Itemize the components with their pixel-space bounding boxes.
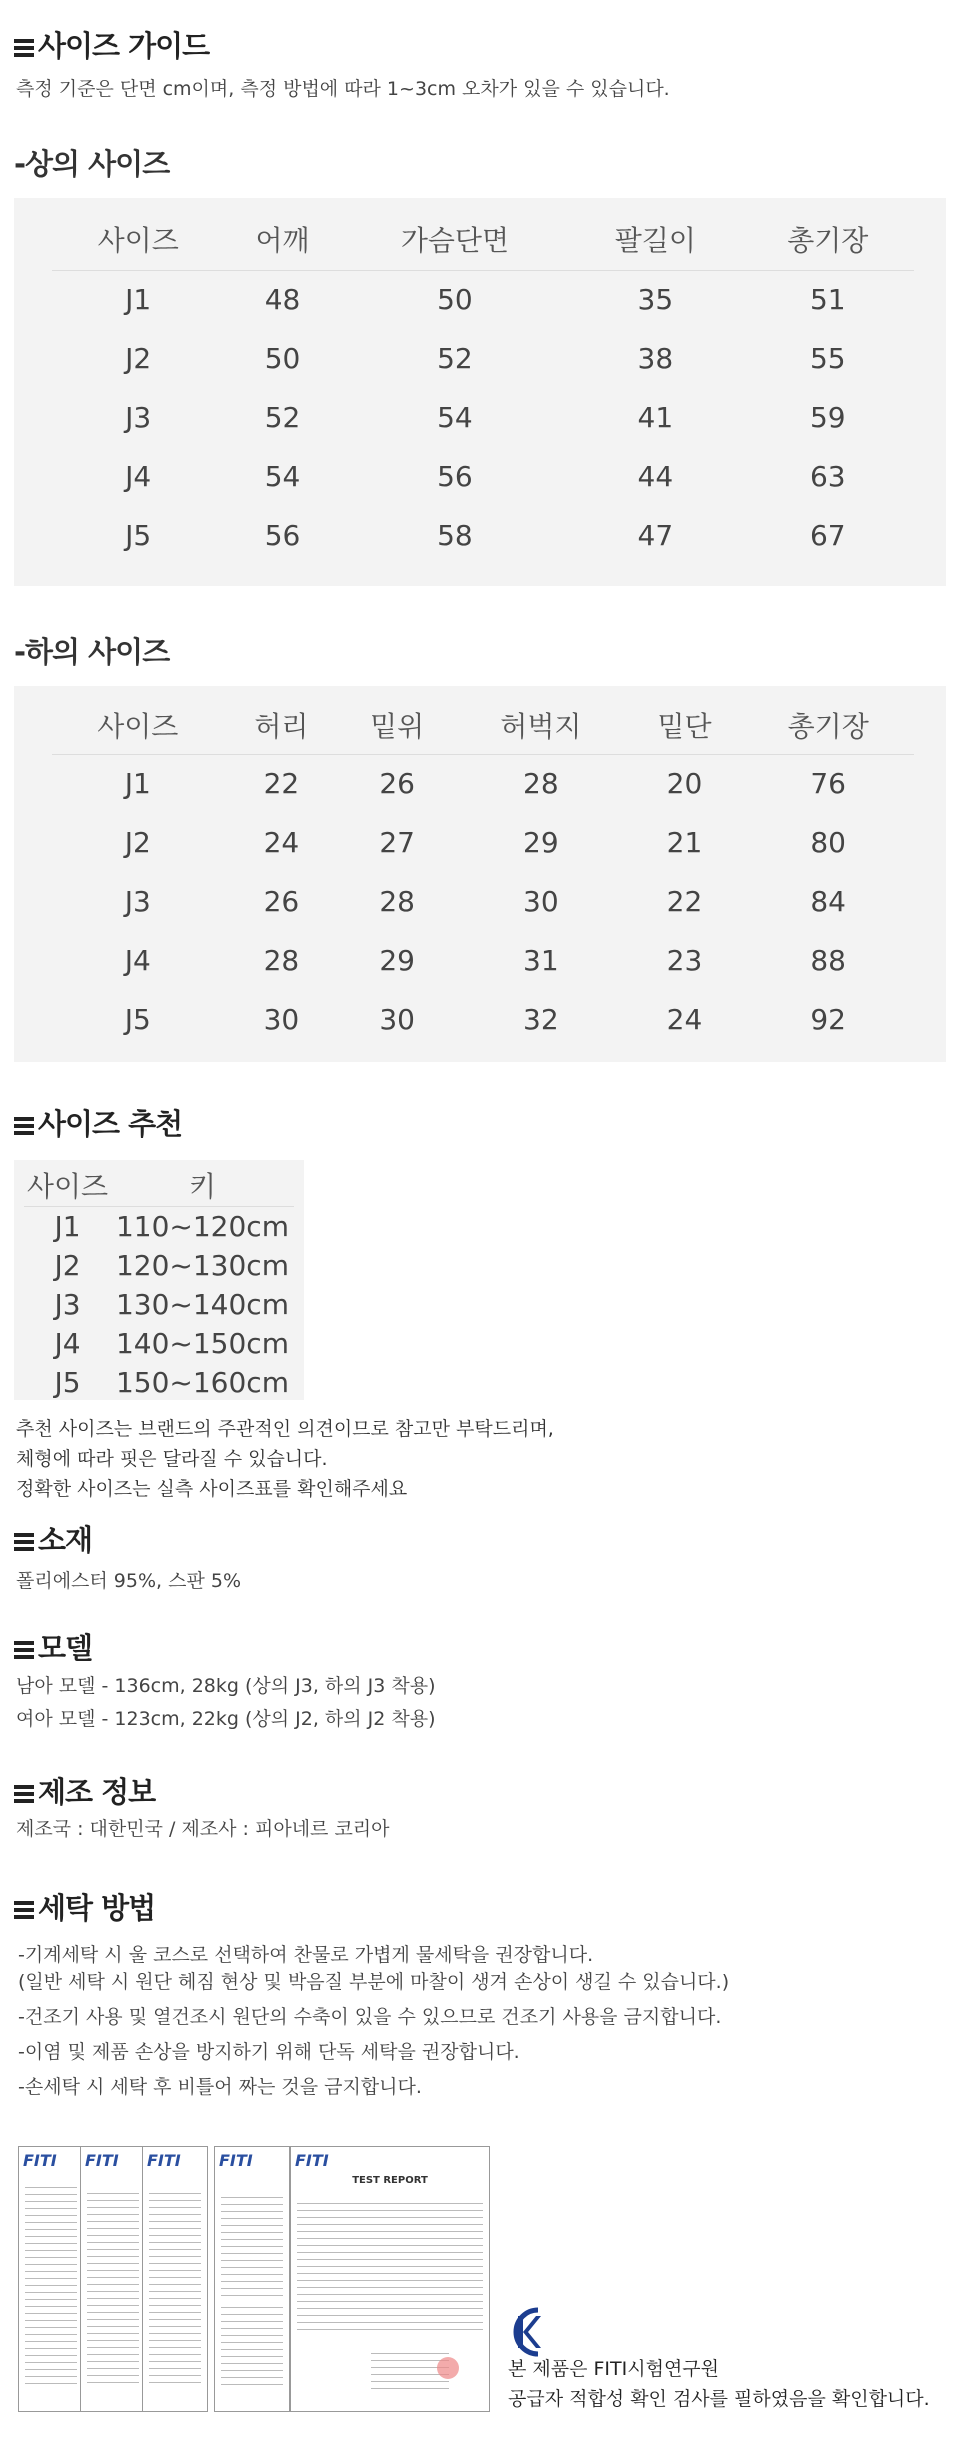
top-size-title: -상의 사이즈 — [14, 147, 170, 181]
recommend-notes — [16, 1414, 554, 1504]
washing-line: -건조기 사용 및 열건조시 원단의 수축이 있을 수 있으므로 건조기 사용을 금지합니다. — [18, 2006, 722, 2028]
material-title: 소재 — [14, 1518, 92, 1559]
report-page-main: FITI TEST REPORT — [290, 2146, 490, 2412]
table-cell: 26 — [263, 885, 300, 918]
table-cell: J3 — [54, 1287, 81, 1321]
table-header: 밑단 — [627, 696, 743, 754]
table-cell: 120~130cm — [115, 1248, 289, 1282]
manufacture-title: 제조 정보 — [14, 1770, 155, 1811]
table-cell: 22 — [263, 767, 300, 801]
table-cell: J3 — [124, 885, 151, 918]
table-cell: J1 — [124, 767, 151, 801]
table-cell: 44 — [637, 460, 674, 493]
table-cell: J4 — [124, 944, 151, 977]
menu-icon — [14, 1641, 34, 1659]
stamp-icon — [437, 2357, 459, 2379]
table-cell: 84 — [810, 885, 846, 918]
report-title: TEST REPORT — [352, 2175, 428, 2186]
table-header: 키 — [111, 1164, 294, 1207]
table-cell: 23 — [666, 944, 703, 977]
table-cell: 32 — [523, 1003, 559, 1036]
washing-line: -기계세탁 시 울 코스로 선택하여 찬물로 가볍게 물세탁을 권장합니다. — [18, 1944, 594, 1966]
table-cell: 30 — [379, 1003, 415, 1036]
table-row — [52, 447, 914, 506]
table-cell: J1 — [125, 283, 152, 317]
certificate-image — [18, 2146, 490, 2412]
table-cell: 22 — [666, 885, 703, 918]
table-cell: J4 — [54, 1326, 81, 1360]
table-row — [52, 813, 914, 872]
table-row — [52, 931, 914, 990]
table-cell: 140~150cm — [115, 1326, 289, 1360]
table-cell: 56 — [437, 460, 473, 493]
menu-icon — [14, 1117, 34, 1135]
recommend-table — [24, 1164, 294, 1402]
table-row — [24, 1207, 294, 1246]
table-cell: 88 — [810, 944, 846, 977]
model-title: 모델 — [14, 1626, 92, 1667]
table-cell: 80 — [810, 826, 846, 859]
table-cell: J4 — [125, 460, 152, 493]
table-cell: 27 — [379, 826, 415, 859]
table-cell: 38 — [637, 342, 674, 375]
table-cell: 130~140cm — [115, 1287, 289, 1321]
top-size-table — [52, 208, 914, 565]
table-cell: J3 — [125, 401, 152, 434]
menu-icon — [14, 1785, 34, 1803]
table-header: 사이즈 — [52, 208, 224, 270]
manufacture-text: 제조국 : 대한민국 / 제조사 : 피아네르 코리아 — [16, 1818, 390, 1840]
bottom-size-title: -하의 사이즈 — [14, 635, 170, 669]
table-cell: 50 — [437, 283, 473, 317]
table-cell: 54 — [264, 460, 301, 493]
model-line: 남아 모델 - 136cm, 28kg (상의 J3, 하의 J3 착용) — [16, 1675, 436, 1697]
bottom-size-table — [52, 696, 914, 1049]
table-cell: 63 — [809, 460, 846, 493]
washing-title: 세탁 방법 — [14, 1886, 155, 1927]
recommend-note: 추천 사이즈는 브랜드의 주관적인 의견이므로 참고만 부탁드리며, — [16, 1418, 554, 1440]
table-cell: J2 — [54, 1248, 81, 1282]
table-cell: 52 — [264, 401, 301, 434]
washing-line: -이염 및 제품 손상을 방지하기 위해 단독 세탁을 권장합니다. — [18, 2041, 520, 2063]
table-header: 어깨 — [224, 208, 340, 270]
table-cell: 29 — [379, 944, 415, 977]
table-row — [52, 270, 914, 329]
table-row — [52, 388, 914, 447]
table-cell: 92 — [810, 1003, 846, 1036]
table-cell: 30 — [523, 885, 559, 918]
certification-text — [508, 2354, 930, 2414]
table-cell: 29 — [523, 826, 559, 859]
table-cell: 20 — [666, 767, 703, 801]
table-cell: 67 — [809, 519, 846, 552]
table-cell: 52 — [437, 342, 473, 375]
table-row — [24, 1246, 294, 1285]
table-header: 팔길이 — [569, 208, 741, 270]
table-cell: 54 — [437, 401, 473, 434]
washing-lines — [18, 1942, 729, 2101]
table-header: 사이즈 — [24, 1164, 111, 1207]
table-row — [24, 1363, 294, 1402]
table-cell: 41 — [637, 401, 674, 434]
table-cell: 35 — [637, 283, 674, 317]
table-cell: 21 — [666, 826, 703, 859]
kc-mark-icon — [508, 2306, 544, 2358]
table-cell: J5 — [54, 1365, 81, 1399]
report-page: FITI — [214, 2146, 290, 2412]
certification-line: 본 제품은 FITI시험연구원 — [508, 2358, 720, 2380]
table-header: 허리 — [224, 696, 340, 754]
table-header: 가슴단면 — [341, 208, 569, 270]
table-row — [52, 990, 914, 1049]
table-cell: 28 — [523, 767, 559, 801]
table-header: 총기장 — [742, 696, 914, 754]
table-cell: J5 — [124, 1003, 151, 1036]
recommend-title: 사이즈 추천 — [14, 1102, 182, 1143]
table-header: 밑위 — [339, 696, 455, 754]
table-cell: 48 — [264, 283, 301, 317]
table-cell: 59 — [809, 401, 846, 434]
table-cell: 28 — [263, 944, 300, 977]
table-cell: 56 — [264, 519, 301, 552]
table-row — [52, 872, 914, 931]
table-cell: J2 — [125, 342, 152, 375]
size-guide-note: 측정 기준은 단면 cm이며, 측정 방법에 따라 1~3cm 오차가 있을 수 있습니다. — [16, 78, 670, 100]
table-cell: 51 — [809, 283, 846, 317]
table-cell: 58 — [437, 519, 473, 552]
table-row — [52, 506, 914, 565]
table-row — [52, 754, 914, 813]
table-header: 총기장 — [742, 208, 914, 270]
table-cell: 150~160cm — [115, 1365, 289, 1399]
table-cell: 50 — [264, 342, 301, 375]
report-page: FITI — [18, 2146, 84, 2412]
model-line: 여아 모델 - 123cm, 22kg (상의 J2, 하의 J2 착용) — [16, 1708, 436, 1730]
menu-icon — [14, 1533, 34, 1551]
certification-line: 공급자 적합성 확인 검사를 필하였음을 확인합니다. — [508, 2388, 930, 2410]
table-row — [24, 1285, 294, 1324]
recommend-note: 정확한 사이즈는 실측 사이즈표를 확인해주세요 — [16, 1478, 408, 1500]
washing-line: (일반 세탁 시 원단 헤짐 현상 및 박음질 부분에 마찰이 생겨 손상이 생길 수 있습니다.) — [18, 1971, 730, 1993]
menu-icon — [14, 39, 34, 57]
table-cell: 31 — [523, 944, 559, 977]
table-cell: J1 — [54, 1209, 81, 1243]
table-cell: 110~120cm — [115, 1209, 289, 1243]
table-row — [52, 329, 914, 388]
menu-icon — [14, 1901, 34, 1919]
table-cell: 47 — [637, 519, 674, 552]
table-cell: 24 — [263, 826, 300, 859]
size-guide-title: 사이즈 가이드 — [14, 24, 209, 65]
table-header: 허벅지 — [455, 696, 627, 754]
recommend-note: 체형에 따라 핏은 달라질 수 있습니다. — [16, 1448, 328, 1470]
table-cell: 28 — [379, 885, 415, 918]
table-cell: J5 — [125, 519, 152, 552]
table-header: 사이즈 — [52, 696, 224, 754]
table-cell: 55 — [809, 342, 846, 375]
table-cell: 26 — [379, 767, 415, 801]
table-cell: 24 — [666, 1003, 703, 1036]
table-row — [24, 1324, 294, 1363]
report-page: FITI — [142, 2146, 208, 2412]
material-text: 폴리에스터 95%, 스판 5% — [16, 1570, 242, 1592]
washing-line: -손세탁 시 세탁 후 비틀어 짜는 것을 금지합니다. — [18, 2076, 422, 2098]
report-page: FITI — [80, 2146, 146, 2412]
table-cell: 76 — [810, 767, 846, 801]
table-cell: J2 — [124, 826, 151, 859]
model-lines — [16, 1670, 436, 1736]
table-cell: 30 — [263, 1003, 300, 1036]
